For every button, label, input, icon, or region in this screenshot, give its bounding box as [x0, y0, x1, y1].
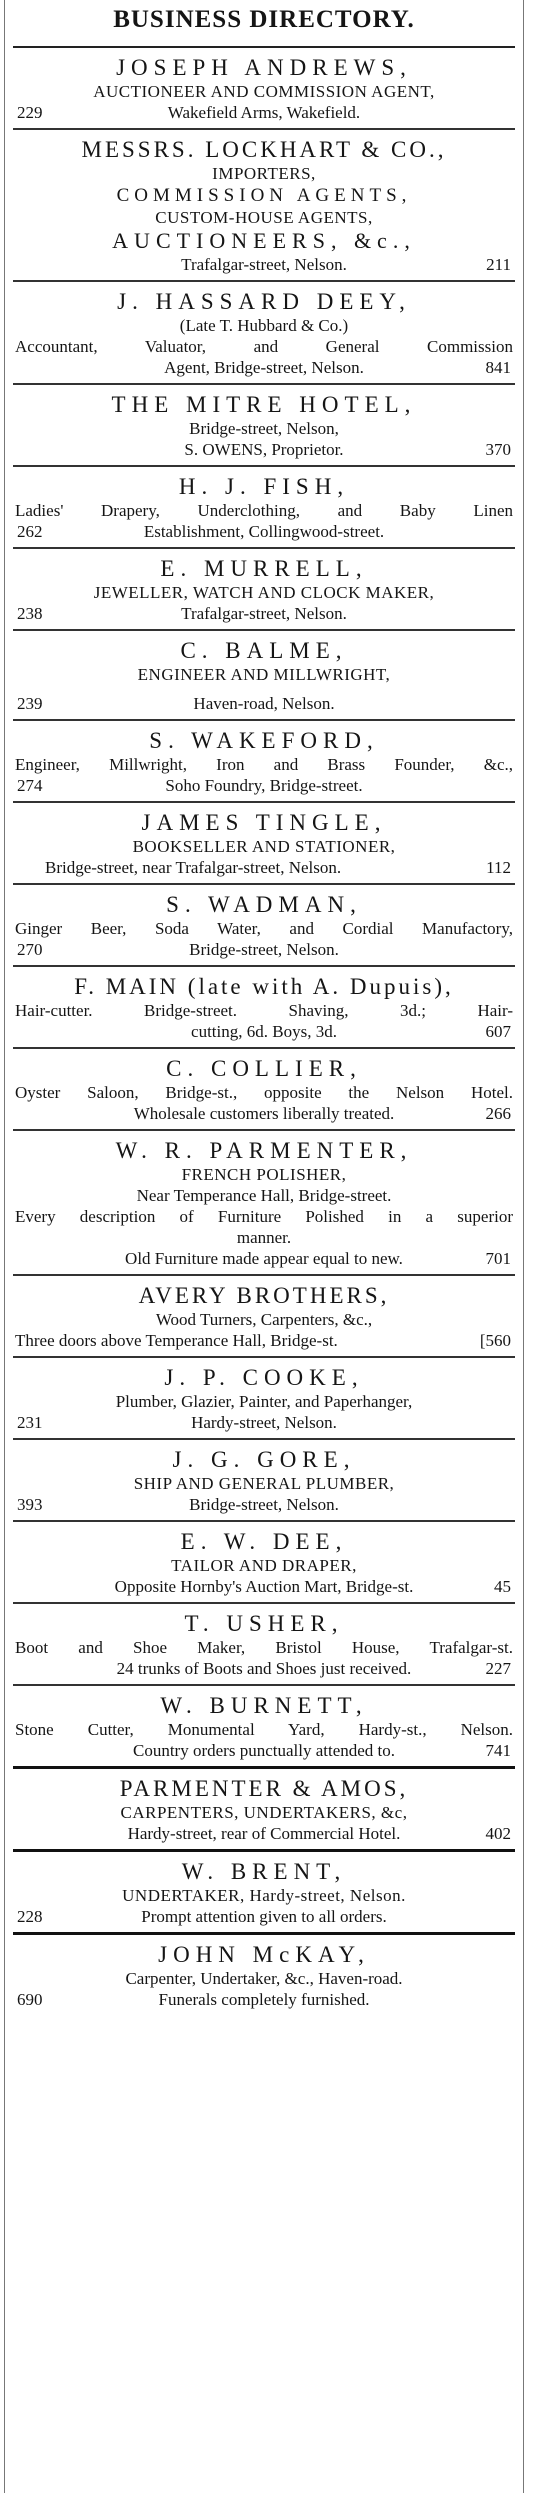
business-name: J. HASSARD DEEY,: [117, 289, 411, 314]
business-name: W. BRENT,: [181, 1859, 347, 1884]
directory-page: [4, 0, 524, 2493]
entry-number: 402: [485, 1824, 511, 1843]
business-line: 24 trunks of Boots and Shoes just received.: [116, 1659, 412, 1678]
entry-dee: [13, 1522, 515, 1604]
business-line: Wholesale customers liberally treated.: [133, 1104, 395, 1123]
business-line: Bridge-street, Nelson,: [189, 419, 339, 438]
entry-number: 262: [17, 522, 43, 541]
address-line: [15, 521, 513, 542]
entry-number: 607: [485, 1022, 511, 1041]
address-line: [15, 1658, 513, 1679]
entry-number: 228: [17, 1907, 43, 1926]
business-address: Wakefield Arms, Wakefield.: [167, 103, 361, 122]
entry-number: 227: [485, 1659, 511, 1678]
address-line: [15, 102, 513, 123]
business-name: PARMENTER & AMOS,: [119, 1776, 409, 1801]
entry-burnett: [13, 1686, 515, 1766]
business-line: Every description of Furniture Polished in a superior: [15, 1207, 513, 1226]
address-line: [15, 357, 513, 378]
business-trade: SHIP AND GENERAL PLUMBER,: [133, 1474, 395, 1493]
entry-number: 370: [485, 440, 511, 459]
business-name: S. WAKEFORD,: [149, 728, 379, 753]
business-trade: FRENCH POLISHER,: [181, 1165, 347, 1184]
business-line: Ladies' Drapery, Underclothing, and Baby Linen: [15, 501, 513, 520]
address-line: [15, 1103, 513, 1124]
entry-number: 270: [17, 940, 43, 959]
entry-gore: [13, 1440, 515, 1522]
entry-cooke: [13, 1358, 515, 1440]
entry-number: 393: [17, 1495, 43, 1514]
business-address: Agent, Bridge-street, Nelson.: [164, 358, 364, 377]
address-line: [15, 1412, 513, 1433]
entry-fish: [13, 467, 515, 549]
business-name: C. BALME,: [180, 638, 348, 663]
business-line: Oyster Saloon, Bridge-st., opposite the Nelson Hotel.: [15, 1083, 513, 1102]
business-name: H. J. FISH,: [178, 474, 350, 499]
business-trade: ENGINEER AND MILLWRIGHT,: [137, 665, 391, 684]
business-address: Bridge-street, near Trafalgar-street, Nelson.: [45, 858, 342, 877]
business-name: MESSRS. LOCKHART & CO.,: [81, 137, 447, 162]
entry-brent: [13, 1852, 515, 1935]
business-name: W. BURNETT,: [160, 1693, 368, 1718]
entry-usher: [13, 1604, 515, 1686]
business-name: W. R. PARMENTER,: [115, 1138, 413, 1163]
entry-parmenter: [13, 1131, 515, 1276]
business-address: Haven-road, Nelson.: [193, 694, 335, 713]
business-name: F. MAIN (late with A. Dupuis),: [74, 974, 454, 999]
address-line: [15, 603, 513, 624]
business-line: cutting, 6d. Boys, 3d.: [191, 1022, 337, 1041]
business-line: Country orders punctually attended to.: [132, 1741, 396, 1760]
business-line: AUCTIONEERS, &c.,: [112, 228, 416, 253]
entry-number: 45: [494, 1577, 511, 1596]
entry-tingle: [13, 803, 515, 885]
entry-number: 274: [17, 776, 43, 795]
business-address: Bridge-street, Nelson.: [189, 1495, 339, 1514]
address-line: [15, 1248, 513, 1269]
address-line: [15, 857, 513, 878]
business-line: Hair-cutter. Bridge-street. Shaving, 3d.; Hair-: [15, 1001, 513, 1020]
entry-number: 741: [485, 1741, 511, 1760]
entry-number: 112: [486, 858, 511, 877]
business-address: Three doors above Temperance Hall, Bridge-st.: [15, 1331, 338, 1350]
business-trade: BOOKSELLER AND STATIONER,: [132, 837, 396, 856]
entry-mitre-hotel: [13, 385, 515, 467]
business-line: (Late T. Hubbard & Co.): [179, 316, 349, 335]
entry-number: 841: [485, 358, 511, 377]
business-line: manner.: [236, 1228, 292, 1247]
business-line: CUSTOM-HOUSE AGENTS,: [155, 208, 373, 227]
entry-number: [560: [479, 1331, 511, 1350]
entry-parmenter-amos: [13, 1766, 515, 1852]
business-name: AVERY BROTHERS,: [138, 1283, 390, 1308]
business-line: Old Furniture made appear equal to new.: [125, 1249, 403, 1268]
address-line: [15, 693, 513, 714]
business-line: Funerals completely furnished.: [158, 1990, 370, 2009]
address-line: [15, 1494, 513, 1515]
business-address: Near Temperance Hall, Bridge-street.: [136, 1186, 392, 1205]
business-line: Prompt attention given to all orders.: [141, 1907, 387, 1926]
business-line: IMPORTERS,: [212, 164, 316, 183]
business-name: E. W. DEE,: [180, 1529, 348, 1554]
business-name: J. P. COOKE,: [164, 1365, 364, 1390]
entry-deey: [13, 282, 515, 385]
business-address: Opposite Hornby's Auction Mart, Bridge-st.: [114, 1577, 414, 1596]
business-line: Stone Cutter, Monumental Yard, Hardy-st., Nelson.: [15, 1720, 513, 1739]
business-name: THE MITRE HOTEL,: [111, 392, 417, 417]
business-trade: UNDERTAKER, Hardy-street, Nelson.: [122, 1886, 406, 1905]
business-trade: JEWELLER, WATCH AND CLOCK MAKER,: [93, 583, 435, 602]
business-name: T. USHER,: [184, 1611, 344, 1636]
business-proprietor: S. OWENS, Proprietor.: [184, 440, 344, 459]
address-line: [15, 1740, 513, 1761]
business-line: Accountant, Valuator, and General Commission: [15, 337, 513, 356]
business-trade: AUCTIONEER AND COMMISSION AGENT,: [93, 82, 435, 101]
business-name: C. COLLIER,: [166, 1056, 362, 1081]
business-name: E. MURRELL,: [160, 556, 368, 581]
address-line: [15, 1906, 513, 1927]
entry-wadman: [13, 885, 515, 967]
business-line: Wood Turners, Carpenters, &c.,: [155, 1310, 373, 1329]
entry-main: [13, 967, 515, 1049]
business-line: Ginger Beer, Soda Water, and Cordial Manufactory,: [15, 919, 513, 938]
entry-wakeford: [13, 721, 515, 803]
business-name: S. WADMAN,: [166, 892, 362, 917]
address-line: [15, 775, 513, 796]
address-line: [15, 939, 513, 960]
business-line: Engineer, Millwright, Iron and Brass Founder, &c.,: [15, 755, 513, 774]
business-address: Soho Foundry, Bridge-street.: [165, 776, 363, 795]
entry-collier: [13, 1049, 515, 1131]
business-name: J. G. GORE,: [172, 1447, 356, 1472]
business-address: Hardy-street, Nelson.: [191, 1413, 337, 1432]
business-name: JOHN McKAY,: [158, 1942, 370, 1967]
business-name: JOSEPH ANDREWS,: [116, 55, 412, 80]
address-line: [15, 1021, 513, 1042]
entry-number: 266: [485, 1104, 511, 1123]
business-address: Hardy-street, rear of Commercial Hotel.: [127, 1824, 401, 1843]
address-line: [15, 1576, 513, 1597]
address-line: [15, 1823, 513, 1844]
entry-mckay: [13, 1935, 515, 2015]
business-line: Boot and Shoe Maker, Bristol House, Trafalgar-st.: [15, 1638, 513, 1657]
business-address: Establishment, Collingwood-street.: [143, 522, 385, 541]
business-line: Carpenter, Undertaker, &c., Haven-road.: [125, 1969, 403, 1988]
entry-balme: [13, 631, 515, 721]
entry-murrell: [13, 549, 515, 631]
business-address: Trafalgar-street, Nelson.: [181, 255, 347, 274]
entry-joseph-andrews: [13, 48, 515, 130]
entry-avery: [13, 1276, 515, 1358]
business-address: Bridge-street, Nelson.: [189, 940, 339, 959]
entry-lockhart: [13, 130, 515, 282]
entry-number: 690: [17, 1990, 43, 2009]
entry-number: 238: [17, 604, 43, 623]
address-line: [15, 1330, 513, 1351]
business-trade: TAILOR AND DRAPER,: [171, 1556, 357, 1575]
address-line: [15, 254, 513, 275]
business-address: Trafalgar-street, Nelson.: [181, 604, 347, 623]
address-line: [15, 1989, 513, 2010]
entry-number: 239: [17, 694, 43, 713]
entry-number: 231: [17, 1413, 43, 1432]
directory-title: BUSINESS DIRECTORY.: [13, 0, 515, 48]
address-line: [15, 439, 513, 460]
business-trade: CARPENTERS, UNDERTAKERS, &c,: [120, 1803, 408, 1822]
entry-number: 211: [486, 255, 511, 274]
entry-number: 229: [17, 103, 43, 122]
business-name: JAMES TINGLE,: [141, 810, 387, 835]
business-line: Plumber, Glazier, Painter, and Paperhanger,: [115, 1392, 413, 1411]
business-line: COMMISSION AGENTS,: [116, 185, 412, 206]
entry-number: 701: [485, 1249, 511, 1268]
